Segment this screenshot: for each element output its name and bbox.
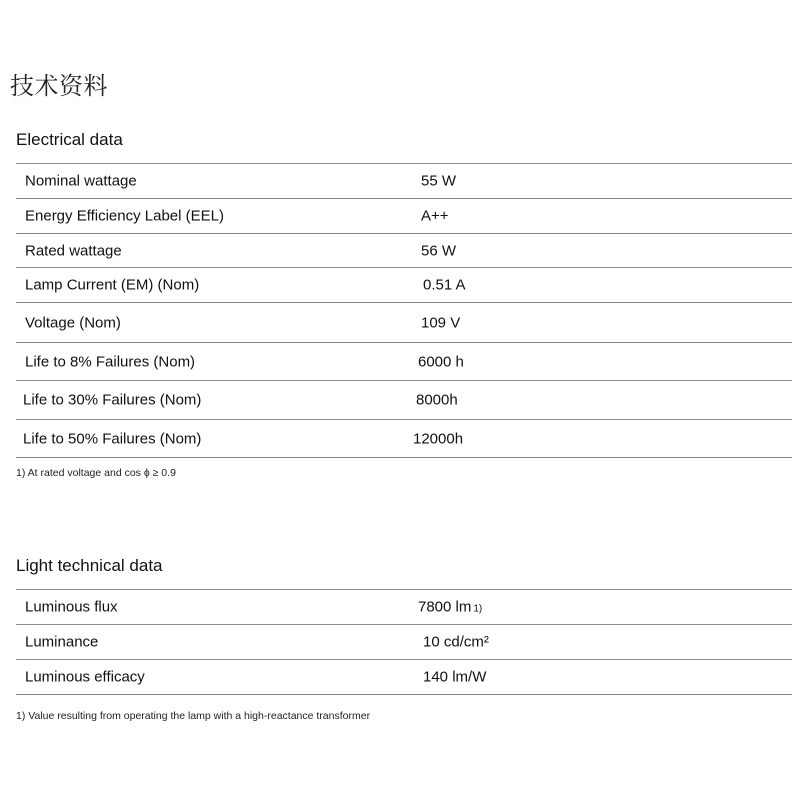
row-label: Life to 8% Failures (Nom) — [25, 353, 196, 370]
row-label: Life to 50% Failures (Nom) — [23, 430, 202, 447]
row-value: A++ — [421, 207, 449, 225]
row-value: 109 V — [421, 314, 461, 331]
table-row — [16, 268, 792, 303]
row-value — [418, 599, 482, 616]
table-row — [16, 381, 792, 420]
table-row — [16, 303, 792, 343]
light-data-table — [16, 589, 792, 695]
row-value: 56 W — [421, 242, 457, 259]
table-row — [16, 234, 792, 268]
electrical-section-title: Electrical data — [16, 130, 123, 149]
light-section-title: Light technical data — [16, 556, 163, 575]
row-label: Luminous efficacy — [25, 668, 145, 686]
row-label: Luminance — [25, 633, 99, 651]
electrical-data-table — [16, 163, 792, 458]
row-value: 55 W — [421, 172, 457, 190]
row-value: 0.51 A — [423, 276, 466, 294]
table-row — [16, 343, 792, 381]
row-label: Nominal wattage — [25, 172, 137, 190]
electrical-footnote: 1) At rated voltage and cos ϕ ≥ 0.9 — [16, 467, 176, 479]
row-value: 8000h — [416, 391, 458, 409]
row-label: Life to 30% Failures (Nom) — [23, 391, 202, 409]
row-value: 12000h — [413, 430, 464, 447]
footnote-marker: 1) — [473, 603, 483, 615]
row-label: Lamp Current (EM) (Nom) — [25, 276, 200, 294]
table-row — [16, 625, 792, 660]
table-row — [16, 199, 792, 234]
page-title: 技术资料 — [10, 72, 108, 100]
table-row — [16, 420, 792, 458]
row-label: Voltage (Nom) — [25, 314, 121, 331]
row-value: 6000 h — [418, 353, 464, 370]
row-label: Energy Efficiency Label (EEL) — [25, 207, 224, 225]
row-label: Luminous flux — [25, 598, 118, 616]
row-label: Rated wattage — [25, 242, 122, 259]
row-value: 10 cd/cm² — [423, 633, 489, 651]
table-row — [16, 590, 792, 625]
row-value: 140 lm/W — [423, 668, 487, 686]
table-row — [16, 660, 792, 695]
table-row — [16, 164, 792, 199]
light-footnote: 1) Value resulting from operating the lamp with a high-reactance transformer — [16, 710, 371, 722]
luminous-flux-value: 7800 lm — [418, 598, 472, 616]
